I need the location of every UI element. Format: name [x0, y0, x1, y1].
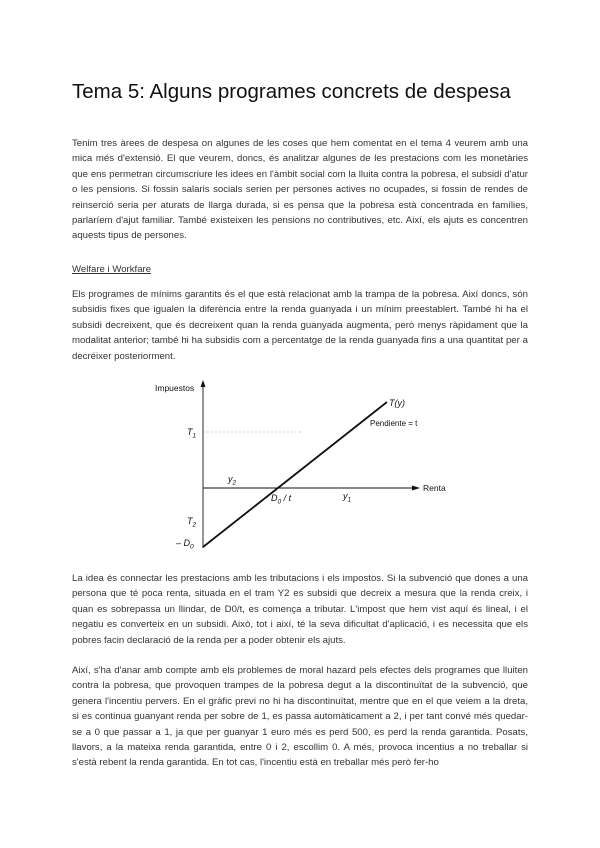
y-axis-label: Impuestos	[155, 383, 195, 393]
t1-label: $T_1$	[187, 427, 197, 440]
slope-label: Pendiente = t	[370, 419, 418, 428]
minims-paragraph: Els programes de mínims garantits és el que està relacionat amb la trampa de la pobresa. Així doncs, són subsidis fixes que igualen la diferència entre la renda guanyada i un mínim preestablert. També hi ha el subsidi decreixent, que és decreixent quan la renda guanyada augmenta, però menys ràpidament que la modalitat anterior; també hi ha subsidis com a percentatge de la renda guanyada fins a una quantitat per a decréixer posteriorment.	[72, 289, 528, 362]
page-title: Tema 5: Alguns programes concrets de despesa	[72, 80, 511, 103]
x-axis-label: Renta	[423, 483, 446, 493]
y2-label: $y_2$	[228, 474, 237, 487]
intro-paragraph: Tenim tres àrees de despesa on algunes de les coses que hem comentat en el tema 4 veurem amb una mica més d'extensió. El que veurem, doncs, és analitzar algunes de les prestacions com les monetàries que ens permetran circumscriure les idees en l'àmbit social com la lluita contra la pobresa, el subsidi d'atur o les pensions. Si fossin salaris socials serien per persones actives no ocupades, si fossin de rendes de reinserció seria per aturats de llarga durada, si es pensa que la pobresa està concentrada en famílies, parlaríem d'ajut familiar. També existeixen les pensions no contributives, etc. Així, els ajuts es concentren aquests tipus de persones.	[72, 138, 528, 242]
x-axis-arrow	[412, 486, 420, 491]
tax-subsidy-figure	[155, 376, 450, 552]
y-axis-arrow	[201, 380, 206, 387]
idea-paragraph: La idea és connectar les prestacions amb les tributacions i els impostos. Si la subvenció que dones a una persona que té poca renta, situada en el tram Y2 es subsidi que decreix a mesura que la renda creix, i quan es sobrepassa un llindar, de D0/t, es comença a tributar. L'impost que hem vist aquí és lineal, i el negatiu es converteix en un subsidi. Això, tot i així, té la seva dificultat d'aplicació, i es necessita que els pobres facin declaració de la renda per a poder obtenir els ajuts.	[72, 573, 528, 646]
section-heading-welfare-workfare: Welfare i Workfare	[72, 264, 152, 275]
y1-label: $y_1$	[343, 491, 352, 504]
moral-hazard-paragraph: Així, s'ha d'anar amb compte amb els problemes de moral hazard pels efectes dels programes que lluiten contra la pobresa, que provoquen trampes de la pobresa degut a la discontinuïtat de la subvenció, que genera l'incentiu pervers. En el gràfic previ no hi ha discontinuïtat, mentre que en el que veiem a la dreta, si es continua guanyant renda per sobre de 1, es passa automàticament a 2, i per tant convé més quedar-se a 0 que passar a 1, ja que per guanyar 1 euro més es perd 500, es perd la renda garantida. Posats, llavors, a la mateixa renda garantida, entre 0 i 2, escollim 0. A més, provoca incentius a no treballar si s'està rebent la renda garantida. En tot cas, l'incentiu està en treballar més però fer-ho	[72, 665, 528, 769]
t2-label: $T_2$	[187, 516, 197, 529]
tax-function-label: T(y)	[389, 398, 405, 408]
neg-d0-label: – $D_0$	[176, 538, 194, 551]
intercept-label: $D_0$ / t	[271, 493, 292, 506]
